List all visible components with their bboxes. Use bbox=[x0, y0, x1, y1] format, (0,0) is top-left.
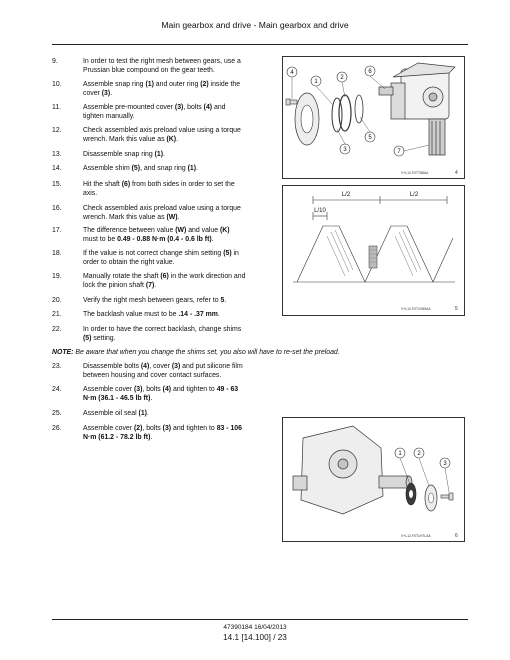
footer-document-code: 47390184 16/04/2013 bbox=[223, 624, 287, 631]
step-number: 12. bbox=[52, 127, 62, 134]
step-text bbox=[83, 164, 198, 173]
step-text-line: lock the pinion shaft (7). bbox=[83, 282, 157, 290]
step-text-line: The difference between value (W) and value (K) bbox=[83, 227, 230, 234]
step-text bbox=[83, 103, 226, 121]
step-text bbox=[83, 126, 241, 144]
figure-4-drawing bbox=[283, 57, 464, 178]
step-text bbox=[83, 409, 149, 418]
callout-4: 4 bbox=[290, 70, 294, 77]
step-text-line: order to obtain the right value. bbox=[83, 259, 175, 267]
step-text-line: must to be 0.49 - 0.88 N·m (0.4 - 0.6 lb ft). bbox=[83, 236, 214, 244]
step-text-line: Assemble pre-mounted cover (3), bolts (4) and bbox=[83, 104, 226, 111]
step-text-line: Assemble shim (5), and snap ring (1). bbox=[83, 165, 198, 172]
step-text bbox=[83, 362, 243, 380]
step-text-line: N·m (36.1 - 46.5 lb ft). bbox=[83, 395, 153, 403]
figure-5-labels bbox=[314, 192, 419, 214]
step-text-line: Verify the right mesh between gears, refer to 5. bbox=[83, 297, 227, 304]
step-text-line: The backlash value must to be .14 - .37 mm. bbox=[83, 311, 220, 318]
page-header-title: Main gearbox and drive - Main gearbox and drive bbox=[161, 20, 349, 30]
step-text-line: Assemble cover (3), bolts (4) and tighten to 49 - 63 bbox=[83, 386, 239, 393]
callout-3: 3 bbox=[343, 147, 347, 154]
step-number: 19. bbox=[52, 273, 62, 280]
step-text-line: Manually rotate the shaft (6) in the work direction and bbox=[83, 273, 246, 280]
figure-6-cover-assembly bbox=[282, 417, 465, 542]
label-half-length-right: L/2 bbox=[409, 192, 419, 198]
figure-5-number: 5 bbox=[455, 306, 458, 312]
figure-5-drawing bbox=[283, 186, 464, 315]
callout-1: 1 bbox=[398, 451, 402, 458]
step-text bbox=[83, 296, 226, 305]
step-text bbox=[83, 57, 241, 75]
step-number: 18. bbox=[52, 250, 62, 257]
callout-7: 7 bbox=[397, 149, 401, 156]
callout-6: 6 bbox=[368, 69, 372, 76]
step-number: 25. bbox=[52, 410, 62, 417]
step-number: 17. bbox=[52, 227, 62, 234]
step-text-line: Assemble cover (2), bolts (3) and tighten to 83 - 106 bbox=[83, 425, 242, 432]
step-text bbox=[83, 272, 245, 290]
step-text-line: (5) setting. bbox=[83, 335, 116, 343]
step-number: 23. bbox=[52, 363, 62, 370]
figure-5-tooth-contact bbox=[282, 185, 465, 316]
note-label: NOTE: bbox=[52, 349, 74, 356]
step-number: 15. bbox=[52, 181, 62, 188]
step-number: 11. bbox=[52, 104, 62, 111]
step-text-line: Check assembled axis preload value using a torque bbox=[83, 127, 241, 134]
step-text bbox=[83, 180, 235, 198]
step-text-line: between housing and cover contact surfaces. bbox=[83, 372, 222, 380]
step-number: 16. bbox=[52, 205, 62, 212]
step-text bbox=[83, 385, 238, 403]
footer-divider bbox=[52, 619, 468, 620]
step-text bbox=[83, 325, 241, 343]
header-divider bbox=[52, 44, 468, 45]
callout-2: 2 bbox=[417, 451, 421, 458]
step-text-line: Prussian blue compound on the gear teeth. bbox=[83, 67, 215, 75]
step-text-line: If the value is not correct change shim setting (5) in bbox=[83, 250, 239, 257]
step-number: 21. bbox=[52, 311, 62, 318]
figure-4-exploded-gearbox bbox=[282, 56, 465, 179]
step-number: 24. bbox=[52, 386, 62, 393]
step-number: 10. bbox=[52, 81, 62, 88]
note bbox=[52, 349, 340, 356]
step-number: 9. bbox=[52, 58, 58, 65]
label-half-length-left: L/2 bbox=[341, 192, 351, 198]
note-text: Be aware that when you change the shims set, you also will have to re-set the preload. bbox=[73, 349, 340, 356]
callout-1: 1 bbox=[314, 79, 318, 86]
step-text-line: Disassemble bolts (4), cover (3) and put silicone film bbox=[83, 363, 243, 370]
footer-page-number: 14.1 [14.100] / 23 bbox=[223, 633, 287, 642]
step-text-line: wrench. Mark this value as (K). bbox=[83, 136, 178, 144]
figure-4-code: V+L12-F0TT88AA bbox=[401, 171, 429, 175]
step-text-line: axis. bbox=[83, 190, 98, 198]
step-text bbox=[83, 204, 241, 222]
callout-2: 2 bbox=[340, 75, 344, 82]
figure-5-code: V+L12-F0T1H59AA bbox=[401, 307, 431, 311]
step-text bbox=[83, 310, 220, 319]
callout-5: 5 bbox=[368, 135, 372, 142]
step-text bbox=[83, 226, 230, 244]
step-text-line: Assemble snap ring (1) and outer ring (2) inside the bbox=[83, 81, 241, 88]
figure-6-number: 6 bbox=[455, 533, 458, 539]
step-text bbox=[83, 424, 242, 442]
step-number: 22. bbox=[52, 326, 62, 333]
label-tenth-length: L/10 bbox=[314, 208, 326, 214]
step-text-line: Check assembled axis preload value using a torque bbox=[83, 205, 241, 212]
step-text-line: wrench. Mark this value as (W). bbox=[83, 214, 180, 222]
step-text-line: cover (3). bbox=[83, 90, 113, 98]
step-text-line: Hit the shaft (6) from both sides in order to set the bbox=[83, 181, 235, 188]
step-number: 14. bbox=[52, 165, 62, 172]
step-text-line: In order to test the right mesh between gears, use a bbox=[83, 58, 241, 65]
callout-3: 3 bbox=[443, 461, 447, 468]
step-text bbox=[83, 80, 240, 98]
figure-4-number: 4 bbox=[455, 170, 458, 176]
step-number: 13. bbox=[52, 151, 62, 158]
step-text-line: Disassemble snap ring (1). bbox=[83, 151, 165, 158]
step-text-line: Assemble oil seal (1). bbox=[83, 410, 149, 417]
step-text-line: N·m (61.2 - 78.2 lb ft). bbox=[83, 434, 153, 442]
step-text bbox=[83, 249, 239, 267]
step-number: 20. bbox=[52, 297, 62, 304]
step-text-line: In order to have the correct backlash, change shims bbox=[83, 326, 242, 333]
step-text-line: tighten manually. bbox=[83, 113, 135, 121]
step-text bbox=[83, 150, 165, 159]
figure-6-drawing bbox=[283, 418, 464, 541]
step-number: 26. bbox=[52, 425, 62, 432]
figure-6-code: V+L12-F0T1H7LAA bbox=[401, 534, 431, 538]
